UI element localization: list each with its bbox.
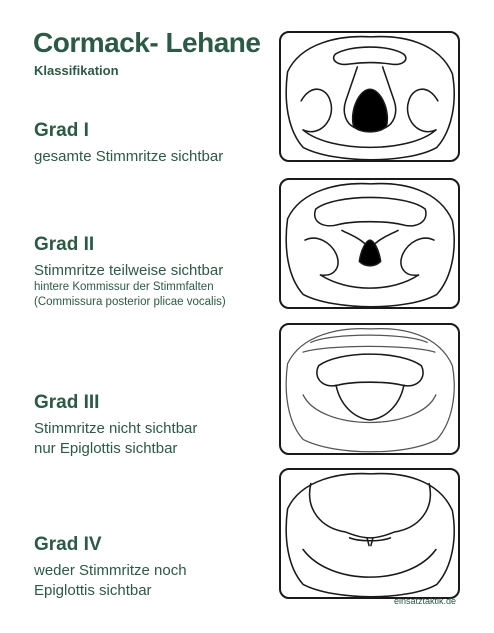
grade-3-line-1: Stimmritze nicht sichtbar bbox=[34, 420, 198, 437]
arytenoid-left bbox=[301, 89, 331, 132]
grade-1-line-1: gesamte Stimmritze sichtbar bbox=[34, 148, 224, 165]
uvula-line bbox=[350, 538, 391, 546]
grade-4-illustration bbox=[279, 468, 460, 599]
grade-4-heading: Grad IV bbox=[34, 534, 102, 555]
palate-folds bbox=[303, 335, 435, 352]
epiglottis bbox=[334, 47, 406, 64]
grade-3-illustration bbox=[279, 323, 460, 455]
grade-2-block bbox=[34, 234, 226, 310]
grade-3-heading: Grad III bbox=[34, 392, 100, 413]
grade-3-block bbox=[34, 392, 197, 458]
page-subtitle: Klassifikation bbox=[34, 63, 119, 78]
grade-1-block bbox=[34, 120, 223, 166]
site-credit: einsatztaktik.de bbox=[393, 596, 456, 606]
epiglottis bbox=[317, 354, 423, 386]
epiglottis bbox=[315, 197, 426, 225]
page-title: Cormack- Lehane bbox=[33, 27, 261, 58]
grade-1-heading: Grad I bbox=[34, 120, 89, 141]
grade-2-note-2: (Commissura posterior plicae vocalis) bbox=[34, 296, 226, 308]
glottis-opening bbox=[353, 89, 388, 132]
tongue-base bbox=[303, 549, 436, 577]
oral-cavity-outline bbox=[286, 329, 454, 452]
arytenoid-right bbox=[401, 238, 434, 275]
grade-2-note-1: hintere Kommissur der Stimmfalten bbox=[34, 281, 214, 293]
grade-1-illustration bbox=[279, 31, 460, 162]
soft-palate bbox=[310, 484, 431, 538]
grade-4-line-1: weder Stimmritze noch bbox=[34, 562, 187, 579]
oral-cavity-outline bbox=[286, 474, 454, 597]
grade-2-illustration bbox=[279, 178, 460, 309]
vocal-fold-left bbox=[342, 230, 365, 244]
arytenoid-right bbox=[408, 89, 438, 132]
grade-4-block bbox=[34, 534, 187, 600]
vocal-fold-right bbox=[375, 230, 398, 244]
grade-4-line-2: Epiglottis sichtbar bbox=[34, 582, 152, 599]
grade-3-line-2: nur Epiglottis sichtbar bbox=[34, 440, 178, 457]
epiglottis-tip bbox=[336, 385, 404, 420]
arytenoid-left bbox=[305, 238, 338, 275]
grade-2-heading: Grad II bbox=[34, 234, 95, 255]
grade-2-line-1: Stimmritze teilweise sichtbar bbox=[34, 262, 224, 279]
tongue-base bbox=[321, 275, 419, 288]
tongue-base bbox=[303, 395, 436, 423]
glottis-opening bbox=[359, 240, 380, 266]
